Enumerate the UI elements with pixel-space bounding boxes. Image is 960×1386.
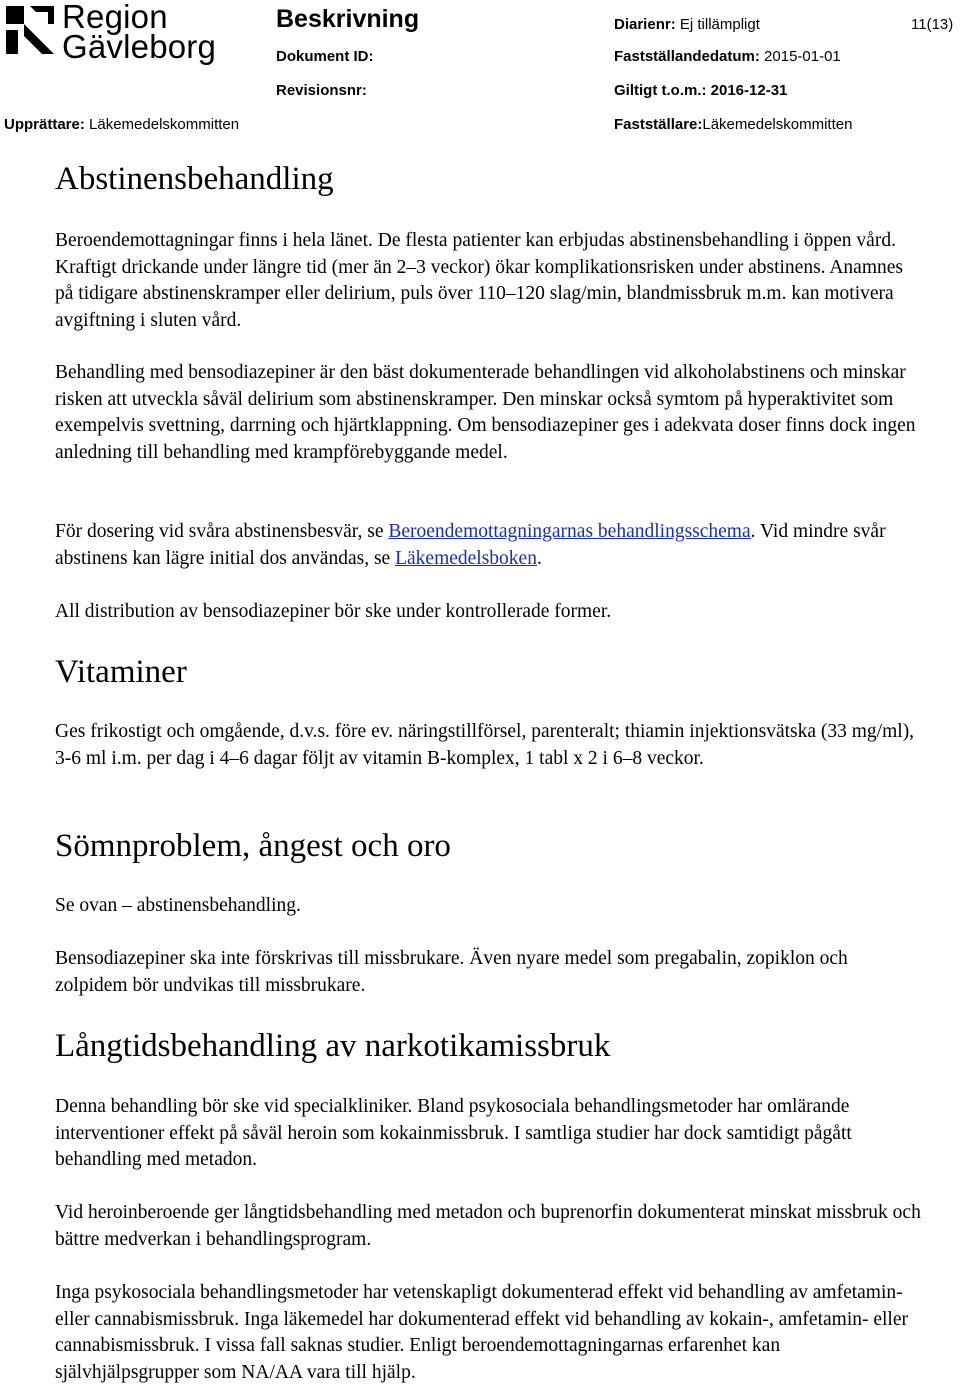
paragraph-langtid-3: Inga psykosociala behandlingsmetoder har vetenskapligt dokumenterad effekt vid behandling av amfetamin- eller cannabismissbruk. Inga läkemedel har dokumenterad effekt vid behandling av kokain-, amfetamin- eller cannabismissbruk. I vissa fall saknas studier. Enligt beroendemottagningarnas erfarenhet kan självhjälpsgrupper som NA/AA vara till hjälp. xyxy=(55,1282,908,1383)
upprattare-value: Läkemedelskommitten xyxy=(84,116,240,133)
paragraph-abstinens-1: Beroendemottagningar finns i hela länet. De flesta patienter kan erbjudas abstinensbehandling i öppen vård. Kraftigt drickande under längre tid (mer än 2–3 veckor) ökar komplikationsrisken under abstinens. Anamnes på tidigare abstinenskramper eller delirium, puls över 110–120 slag/min, blandmissbruk m.m. kan motivera avgiftning i sluten vård. xyxy=(55,230,904,331)
faststallare-value: Läkemedelskommitten xyxy=(702,116,853,133)
paragraph-abstinens-4: All distribution av bensodiazepiner bör ske under kontrollerade former. xyxy=(55,601,612,622)
faststallandedatum-label: Fastställandedatum: xyxy=(614,48,760,65)
paragraph-langtid-2: Vid heroinberoende ger långtidsbehandling med metadon och buprenorfin dokumenterat minskat missbruk och bättre medverkan i behandlingsprogram. xyxy=(55,1202,921,1250)
dosering-text: För dosering vid svåra abstinensbesvär, se xyxy=(55,521,389,542)
paragraph-vitaminer-1: Ges frikostigt och omgående, d.v.s. före ev. näringstillförsel, parenteralt; thiamin injektionsvätska (33 mg/ml), 3-6 ml i.m. per dag i 4–6 dagar följt av vitamin B-komplex, 1 tabl x 2 i 6–8 veckor. xyxy=(55,721,915,769)
dokument-id xyxy=(276,48,374,66)
paragraph-somn-2: Bensodiazepiner ska inte förskrivas till missbrukare. Även nyare medel som pregabalin, zopiklon och zolpidem bör undvikas till missbrukare. xyxy=(55,948,848,996)
heading-somnproblem: Sömnproblem, ångest och oro xyxy=(55,828,451,864)
faststallandedatum xyxy=(614,48,841,66)
upprattare-label: Upprättare: xyxy=(4,116,85,133)
paragraph-abstinens-3 xyxy=(55,519,925,572)
giltigt-label: Giltigt t.o.m.: xyxy=(614,82,707,99)
faststallandedatum-value: 2015-01-01 xyxy=(759,48,841,65)
logo-line-1: Region xyxy=(62,0,168,35)
mindre-svar-text: . Vid mindre svår abstinens kan lägre initial dos användas, se xyxy=(55,521,886,569)
behandlingsschema-link[interactable]: Beroendemottagningarnas behandlingsschema xyxy=(388,521,751,542)
diarienr-value: Ej tillämpligt xyxy=(675,16,760,33)
heading-vitaminer: Vitaminer xyxy=(55,654,187,690)
logo-mark-icon xyxy=(2,2,58,60)
paragraph-abstinens-2: Behandling med bensodiazepiner är den bäst dokumenterade behandlingen vid alkoholabstinens och minskar risken att utveckla såväl delirium som abstinenskramper. Den minskar också symtom på hyperaktivitet som exempelvis svettning, darrning och hjärtklappning. Om bensodiazepiner ges i adekvata doser finns dock ingen anledning till behandling med krampförebyggande medel. xyxy=(55,362,916,463)
period-text: . xyxy=(536,547,542,569)
logo-line-2: Gävleborg xyxy=(62,28,217,65)
lakemedelsboken-link[interactable]: Läkemedelsboken xyxy=(395,547,537,569)
diarienr-label: Diarienr: xyxy=(614,16,676,33)
upprattare xyxy=(4,116,239,134)
paragraph-langtid-1: Denna behandling bör ske vid specialkliniker. Bland psykosociala behandlingsmetoder har omlärande interventioner effekt på såväl heroin som kokainmissbruk. I samtliga studier har dock samtidigt pågått behandling med metadon. xyxy=(55,1096,852,1171)
document-type: Beskrivning xyxy=(276,5,420,33)
giltigt-tom xyxy=(614,82,787,100)
region-gavleborg-logo xyxy=(2,0,217,65)
faststallare-label: Fastställare: xyxy=(614,116,703,133)
revisionsnr xyxy=(276,82,367,100)
heading-abstinensbehandling: Abstinensbehandling xyxy=(55,161,334,197)
page-number: 11(13) xyxy=(911,16,954,33)
revisionsnr-label: Revisionsnr: xyxy=(276,82,367,99)
paragraph-somn-1: Se ovan – abstinensbehandling. xyxy=(55,895,301,916)
heading-langtidsbehandling: Långtidsbehandling av narkotikamissbruk xyxy=(55,1028,611,1064)
diarienr xyxy=(614,16,760,34)
dokument-id-label: Dokument ID: xyxy=(276,48,374,65)
giltigt-value: 2016-12-31 xyxy=(706,82,788,99)
faststallare xyxy=(614,116,852,134)
